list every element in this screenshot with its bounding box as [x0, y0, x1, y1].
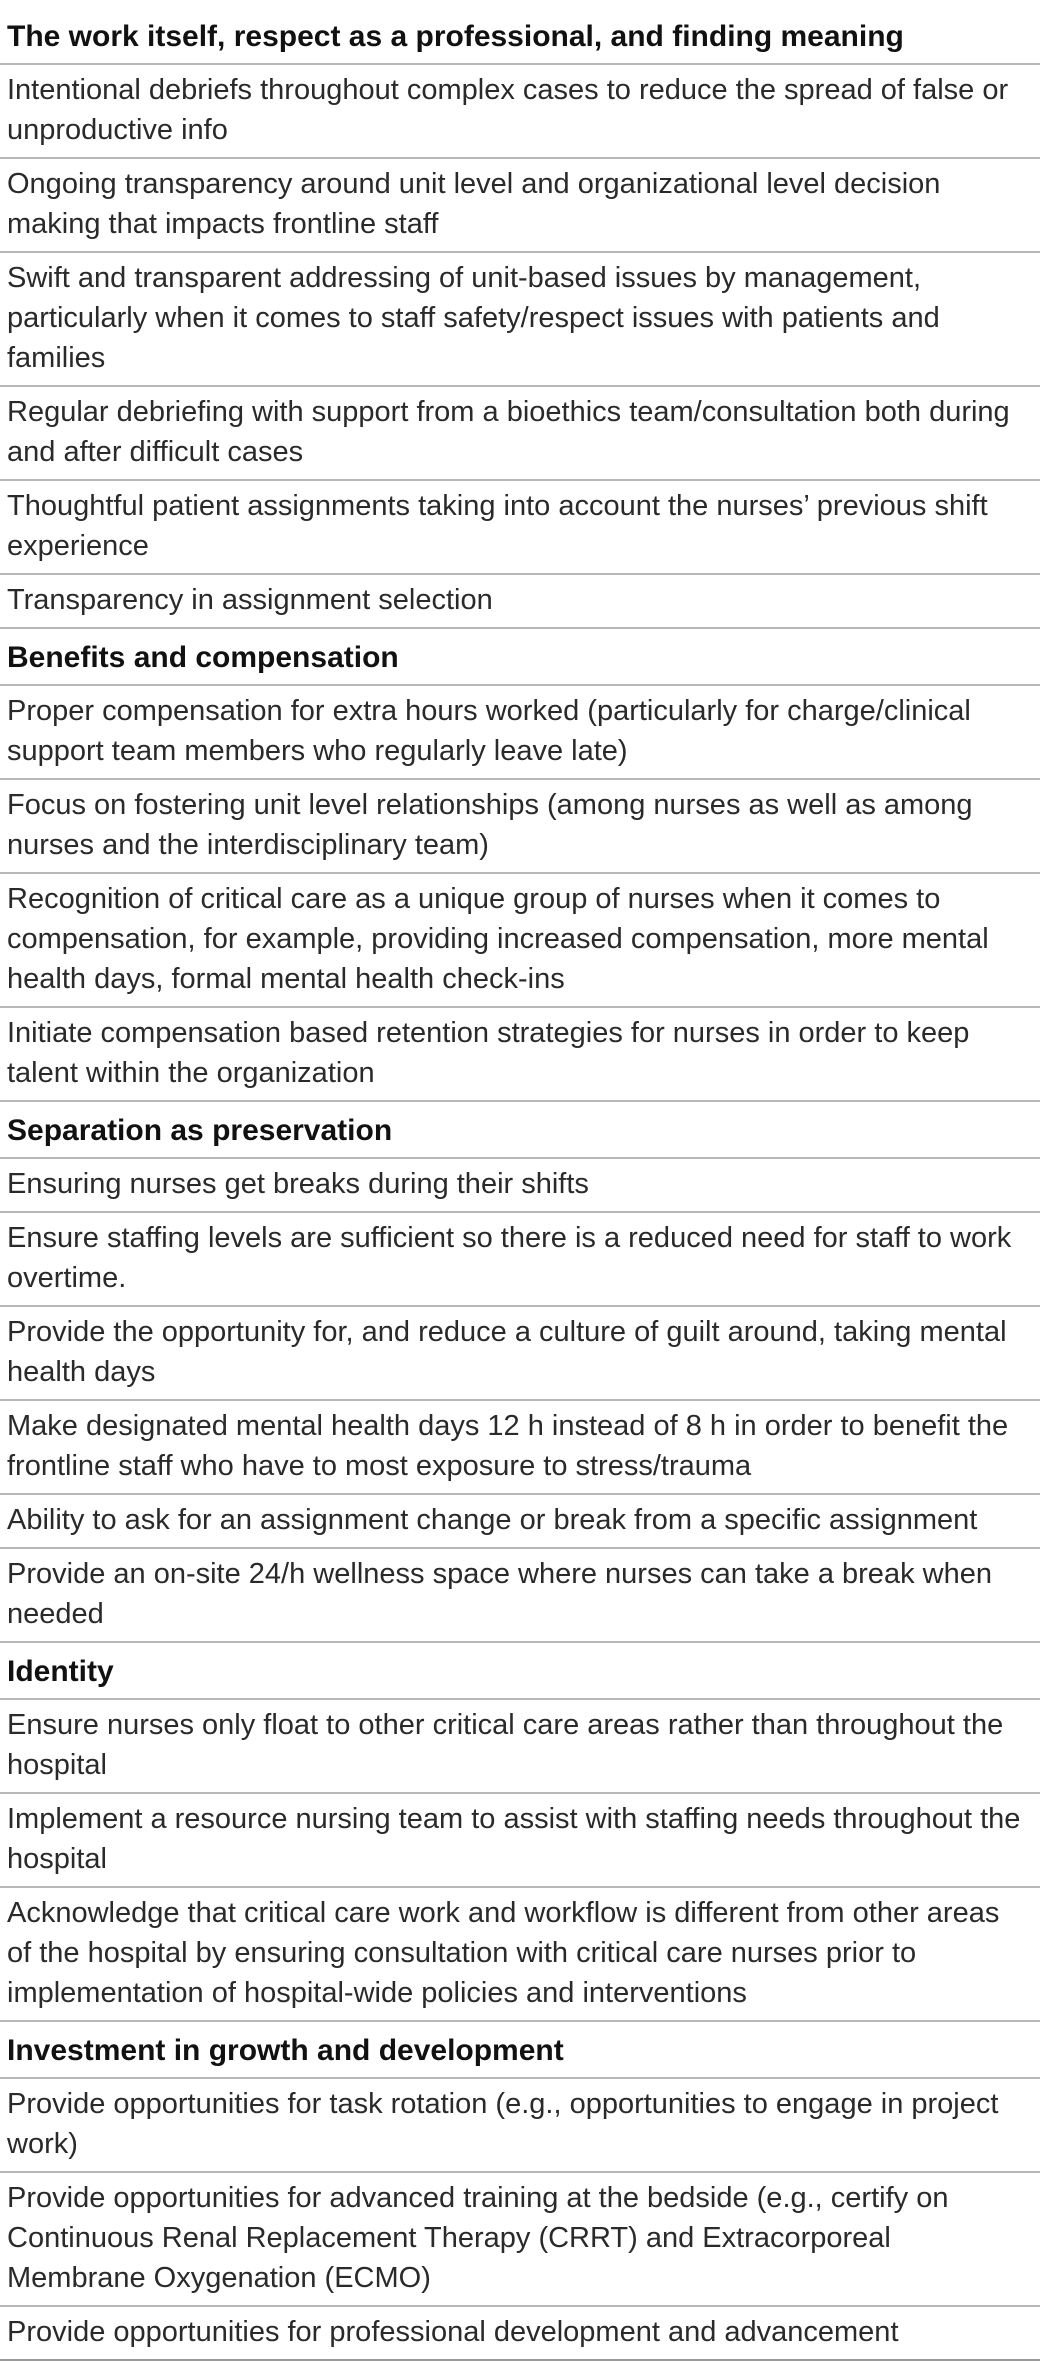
table-row: Provide an on-site 24/h wellness space where nurses can take a break when needed: [0, 1547, 1040, 1641]
table-section: [0, 1641, 1040, 2020]
table-row: Recognition of critical care as a unique group of nurses when it comes to compensation, for example, providing increased compensation, more mental health days, formal mental health check-ins: [0, 872, 1040, 1006]
table-row: Provide opportunities for task rotation (e.g., opportunities to engage in project work): [0, 2077, 1040, 2171]
table-row: Make designated mental health days 12 h instead of 8 h in order to benefit the frontline staff who have to most exposure to stress/trauma: [0, 1399, 1040, 1493]
table-row: Intentional debriefs throughout complex cases to reduce the spread of false or unproductive info: [0, 63, 1040, 157]
table-row: Focus on fostering unit level relationships (among nurses as well as among nurses and the interdisciplinary team): [0, 778, 1040, 872]
table-section: [0, 627, 1040, 1100]
table-row: Provide opportunities for professional development and advancement: [0, 2305, 1040, 2359]
table-row: Thoughtful patient assignments taking into account the nurses’ previous shift experience: [0, 479, 1040, 573]
table-row: Ability to ask for an assignment change or break from a specific assignment: [0, 1493, 1040, 1547]
section-heading: Benefits and compensation: [7, 641, 399, 674]
section-heading: The work itself, respect as a professional, and finding meaning: [7, 20, 904, 53]
table-section: [0, 2020, 1040, 2359]
table-row: Provide opportunities for advanced training at the bedside (e.g., certify on Continuous Renal Replacement Therapy (CRRT) and Extracorporeal Membrane Oxygenation (ECMO): [0, 2171, 1040, 2305]
table-row: Initiate compensation based retention strategies for nurses in order to keep talent within the organization: [0, 1006, 1040, 1100]
table-row: Implement a resource nursing team to assist with staffing needs throughout the hospital: [0, 1792, 1040, 1886]
section-heading: Separation as preservation: [7, 1114, 393, 1147]
table-row: Regular debriefing with support from a bioethics team/consultation both during and after difficult cases: [0, 385, 1040, 479]
table-section: [0, 1100, 1040, 1641]
table-row: Transparency in assignment selection: [0, 573, 1040, 627]
table-row: Ensure staffing levels are sufficient so there is a reduced need for staff to work overtime.: [0, 1211, 1040, 1305]
section-heading: Identity: [7, 1655, 114, 1688]
table-row: Provide the opportunity for, and reduce a culture of guilt around, taking mental health days: [0, 1305, 1040, 1399]
table-row: Ensure nurses only float to other critical care areas rather than throughout the hospital: [0, 1698, 1040, 1792]
table-section: [0, 8, 1040, 627]
table-row: Proper compensation for extra hours worked (particularly for charge/clinical support team members who regularly leave late): [0, 684, 1040, 778]
table-row: Swift and transparent addressing of unit-based issues by management, particularly when it comes to staff safety/respect issues with patients and families: [0, 251, 1040, 385]
recommendations-table: [0, 8, 1040, 2361]
table-row: Ensuring nurses get breaks during their shifts: [0, 1157, 1040, 1211]
table-row: Ongoing transparency around unit level and organizational level decision making that impacts frontline staff: [0, 157, 1040, 251]
table-row: Acknowledge that critical care work and workflow is different from other areas of the hospital by ensuring consultation with critical care nurses prior to implementation of hospital-wide policies and interventions: [0, 1886, 1040, 2020]
section-heading: Investment in growth and development: [7, 2034, 564, 2067]
